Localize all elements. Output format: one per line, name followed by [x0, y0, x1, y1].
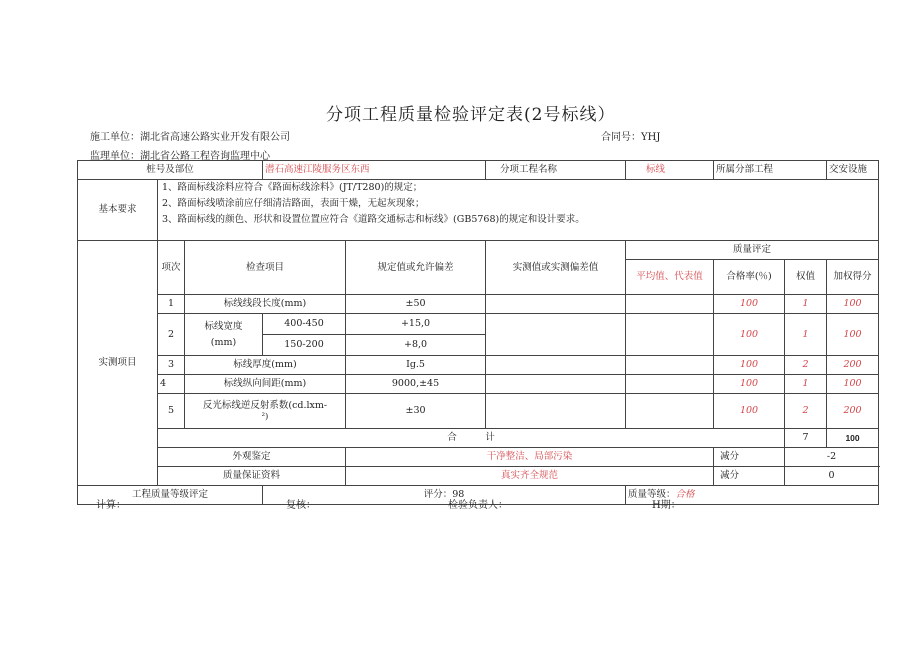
quality-doc-value: 真实齐全规范: [346, 467, 714, 486]
col-avg-header: 平均值、代表值: [626, 260, 714, 295]
total-row: [78, 429, 879, 448]
row-pass: 100: [714, 356, 785, 375]
subitem-label: 分项工程名称: [486, 161, 626, 180]
grade-score: 评分：98: [263, 486, 626, 505]
row-actual: [486, 394, 626, 429]
row-avg: [626, 356, 714, 375]
measure-header-row-1: [78, 241, 879, 260]
appearance-label: 外观鉴定: [158, 448, 346, 467]
row-item-name: 标线宽度: [204, 320, 243, 332]
division-value: 交安设施: [827, 161, 879, 180]
requirement-1: 1、路面标线涂料应符合《路面标线涂料》(JT/T280)的规定；: [162, 182, 423, 193]
total-label: 合 计: [158, 429, 785, 448]
total-score: 100: [827, 429, 879, 448]
requirement-3: 3、路面标线的颜色、形状和设置位置应符合《道路交通标志和标线》(GB5768)的规定和设计要求。: [162, 213, 585, 225]
appearance-row: [78, 448, 879, 467]
row-spec: +8,0: [346, 335, 486, 356]
row-item: [185, 314, 263, 356]
footer-review: 复核：: [286, 500, 316, 511]
measure-label: 实测项目: [78, 241, 158, 486]
row-avg: [626, 375, 714, 394]
construction-unit: 施工单位：湖北省高速公路实业开发有限公司: [90, 132, 290, 143]
inspection-table: [77, 160, 879, 505]
row-item: [185, 394, 346, 429]
row-pass: 100: [714, 394, 785, 429]
quality-doc-label: 质量保证资料: [158, 467, 346, 486]
row-no: 4: [158, 375, 185, 394]
requirement-2: 2、路面标线喷涂前应仔细清洁路面，表面干燥，无起灰现象；: [162, 197, 425, 209]
total-weight: 7: [785, 429, 827, 448]
appearance-value: 干净整洁、局部污染: [346, 448, 714, 467]
station-value: 潜石高速江陵服务区东西: [263, 161, 486, 180]
row-weight: 1: [785, 314, 827, 356]
row-spec: ±30: [346, 394, 486, 429]
row-subitem: 400-450: [263, 314, 346, 335]
station-label: 桩号及部位: [78, 161, 263, 180]
col-quality-header: 质量评定: [626, 241, 879, 260]
col-pass-header: 合格率(％): [714, 260, 785, 295]
col-weight-header: 权值: [785, 260, 827, 295]
row-score: 100: [827, 314, 879, 356]
appearance-deduct-label: 减分: [714, 448, 785, 467]
row-pass: 100: [714, 314, 785, 356]
row-avg: [626, 295, 714, 314]
row-subitem: 150-200: [263, 335, 346, 356]
quality-doc-row: [78, 467, 879, 486]
row-spec: 9000,±45: [346, 375, 486, 394]
footer-date: H期：: [652, 500, 681, 511]
row-score: 200: [827, 356, 879, 375]
row-no: 5: [158, 394, 185, 429]
grade-label: 工程质量等级评定: [78, 486, 263, 505]
grade-level-label: 质量等级：: [628, 489, 676, 501]
table-row: [78, 314, 879, 335]
footer-calc: 计算：: [96, 500, 126, 511]
col-spec-header: 规定值或允许偏差: [346, 241, 486, 295]
row-actual: [486, 375, 626, 394]
row-no: 2: [158, 314, 185, 356]
row-score: 100: [827, 375, 879, 394]
row-weight: 2: [785, 356, 827, 375]
table-row: [78, 356, 879, 375]
basic-requirements-label: 基本要求: [78, 180, 158, 241]
row-spec: Ig.5: [346, 356, 486, 375]
col-actual-header: 实测值或实测偏差值: [486, 241, 626, 295]
footer-inspector: 检验负责人：: [448, 500, 508, 511]
row-item: 标线厚度(mm): [185, 356, 346, 375]
division-label: 所属分部工程: [714, 161, 827, 180]
row-actual: [486, 356, 626, 375]
row-actual: [486, 314, 626, 356]
row-pass: 100: [714, 295, 785, 314]
table-row: [78, 295, 879, 314]
supervision-unit: 监理单位：湖北省公路工程咨询监理中心: [90, 151, 270, 162]
row-spec: ±50: [346, 295, 486, 314]
table-row: [78, 394, 879, 429]
row-actual: [486, 295, 626, 314]
col-score-header: 加权得分: [827, 260, 879, 295]
row-weight: 1: [785, 375, 827, 394]
row-item: 标线纵向间距(mm): [185, 375, 346, 394]
row-weight: 1: [785, 295, 827, 314]
row-avg: [626, 394, 714, 429]
appearance-deduct-value: -2: [785, 448, 879, 467]
row-item-unit: (mm): [210, 336, 237, 348]
row-item-unit: ²): [261, 411, 269, 422]
row-score: 200: [827, 394, 879, 429]
row-spec: +15,0: [346, 314, 486, 335]
row-pass: 100: [714, 375, 785, 394]
col-no-header: 项次: [158, 241, 185, 295]
subitem-value: 标线: [626, 161, 714, 180]
quality-doc-deduct-label: 减分: [714, 467, 785, 486]
basic-requirements-content: [158, 180, 879, 241]
row-avg: [626, 314, 714, 356]
basic-requirements-row: [78, 180, 879, 241]
row-weight: 2: [785, 394, 827, 429]
station-row: [78, 161, 879, 180]
row-item-name: 反光标线逆反射系数(cd.lxm-: [202, 399, 328, 411]
quality-doc-deduct-value: 0: [785, 467, 879, 486]
row-no: 1: [158, 295, 185, 314]
grade-level-value: 合格: [675, 489, 695, 501]
row-item: 标线线段长度(mm): [185, 295, 346, 314]
table-row: [78, 375, 879, 394]
row-score: 100: [827, 295, 879, 314]
col-item-header: 检查项目: [185, 241, 346, 295]
row-no: 3: [158, 356, 185, 375]
contract-number: 合同号：YHJ: [601, 132, 661, 143]
page-title: 分项工程质量检验评定表(2号标线）: [326, 105, 616, 125]
